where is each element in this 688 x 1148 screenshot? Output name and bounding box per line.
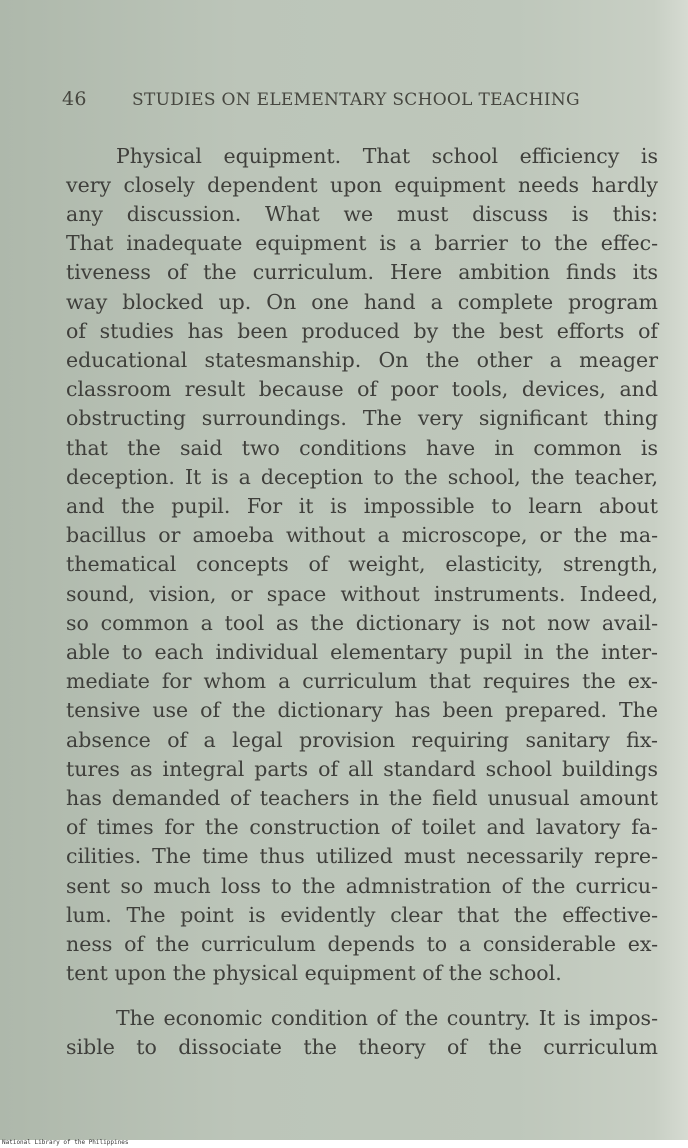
- text-line: way blocked up. On one hand a complete program: [66, 290, 658, 314]
- page-number: 46: [62, 88, 87, 110]
- text-line: thematical concepts of weight, elasticity, strength,: [66, 552, 658, 576]
- text-line: The economic condition of the country. It is impos-: [116, 1006, 658, 1030]
- text-line: tiveness of the curriculum. Here ambition finds its: [66, 260, 658, 284]
- library-credit: National Library of the Philippines: [2, 1139, 129, 1146]
- text-line: and the pupil. For it is impossible to learn about: [66, 494, 658, 518]
- text-line: absence of a legal provision requiring sanitary fix-: [66, 728, 658, 752]
- text-line: tensive use of the dictionary has been prepared. The: [66, 698, 658, 722]
- text-line: obstructing surroundings. The very significant thing: [66, 406, 658, 430]
- text-line: very closely dependent upon equipment needs hardly: [66, 173, 658, 197]
- text-line: any discussion. What we must discuss is this:: [66, 202, 658, 226]
- text-line: of studies has been produced by the best efforts of: [66, 319, 658, 343]
- text-line: educational statesmanship. On the other a meager: [66, 348, 658, 372]
- text-line: mediate for whom a curriculum that requires the ex-: [66, 669, 658, 693]
- text-line: sible to dissociate the theory of the curriculum: [66, 1035, 658, 1059]
- page-header: [62, 88, 622, 110]
- text-line: tent upon the physical equipment of the school.: [66, 961, 562, 985]
- text-line: classroom result because of poor tools, devices, and: [66, 377, 658, 401]
- text-line: bacillus or amoeba without a microscope, or the ma-: [66, 523, 658, 547]
- text-line: so common a tool as the dictionary is not now avail-: [66, 611, 658, 635]
- text-line: lum. The point is evidently clear that the effective-: [66, 903, 658, 927]
- text-line: That inadequate equipment is a barrier to the effec-: [66, 231, 658, 255]
- running-title: STUDIES ON ELEMENTARY SCHOOL TEACHING: [132, 90, 580, 110]
- text-line: able to each individual elementary pupil in the inter-: [66, 640, 658, 664]
- text-line: sent so much loss to the admnistration of the curricu-: [66, 874, 658, 898]
- text-line: Physical equipment. That school efficiency is: [116, 144, 658, 168]
- text-line: of times for the construction of toilet and lavatory fa-: [66, 815, 658, 839]
- text-line: that the said two conditions have in common is: [66, 436, 658, 460]
- text-line: cilities. The time thus utilized must necessarily repre-: [66, 844, 658, 868]
- text-line: deception. It is a deception to the school, the teacher,: [66, 465, 658, 489]
- text-line: tures as integral parts of all standard school buildings: [66, 757, 658, 781]
- text-line: ness of the curriculum depends to a considerable ex-: [66, 932, 658, 956]
- text-line: sound, vision, or space without instruments. Indeed,: [66, 582, 658, 606]
- text-line: has demanded of teachers in the field unusual amount: [66, 786, 658, 810]
- library-credit-bar: [0, 1140, 688, 1148]
